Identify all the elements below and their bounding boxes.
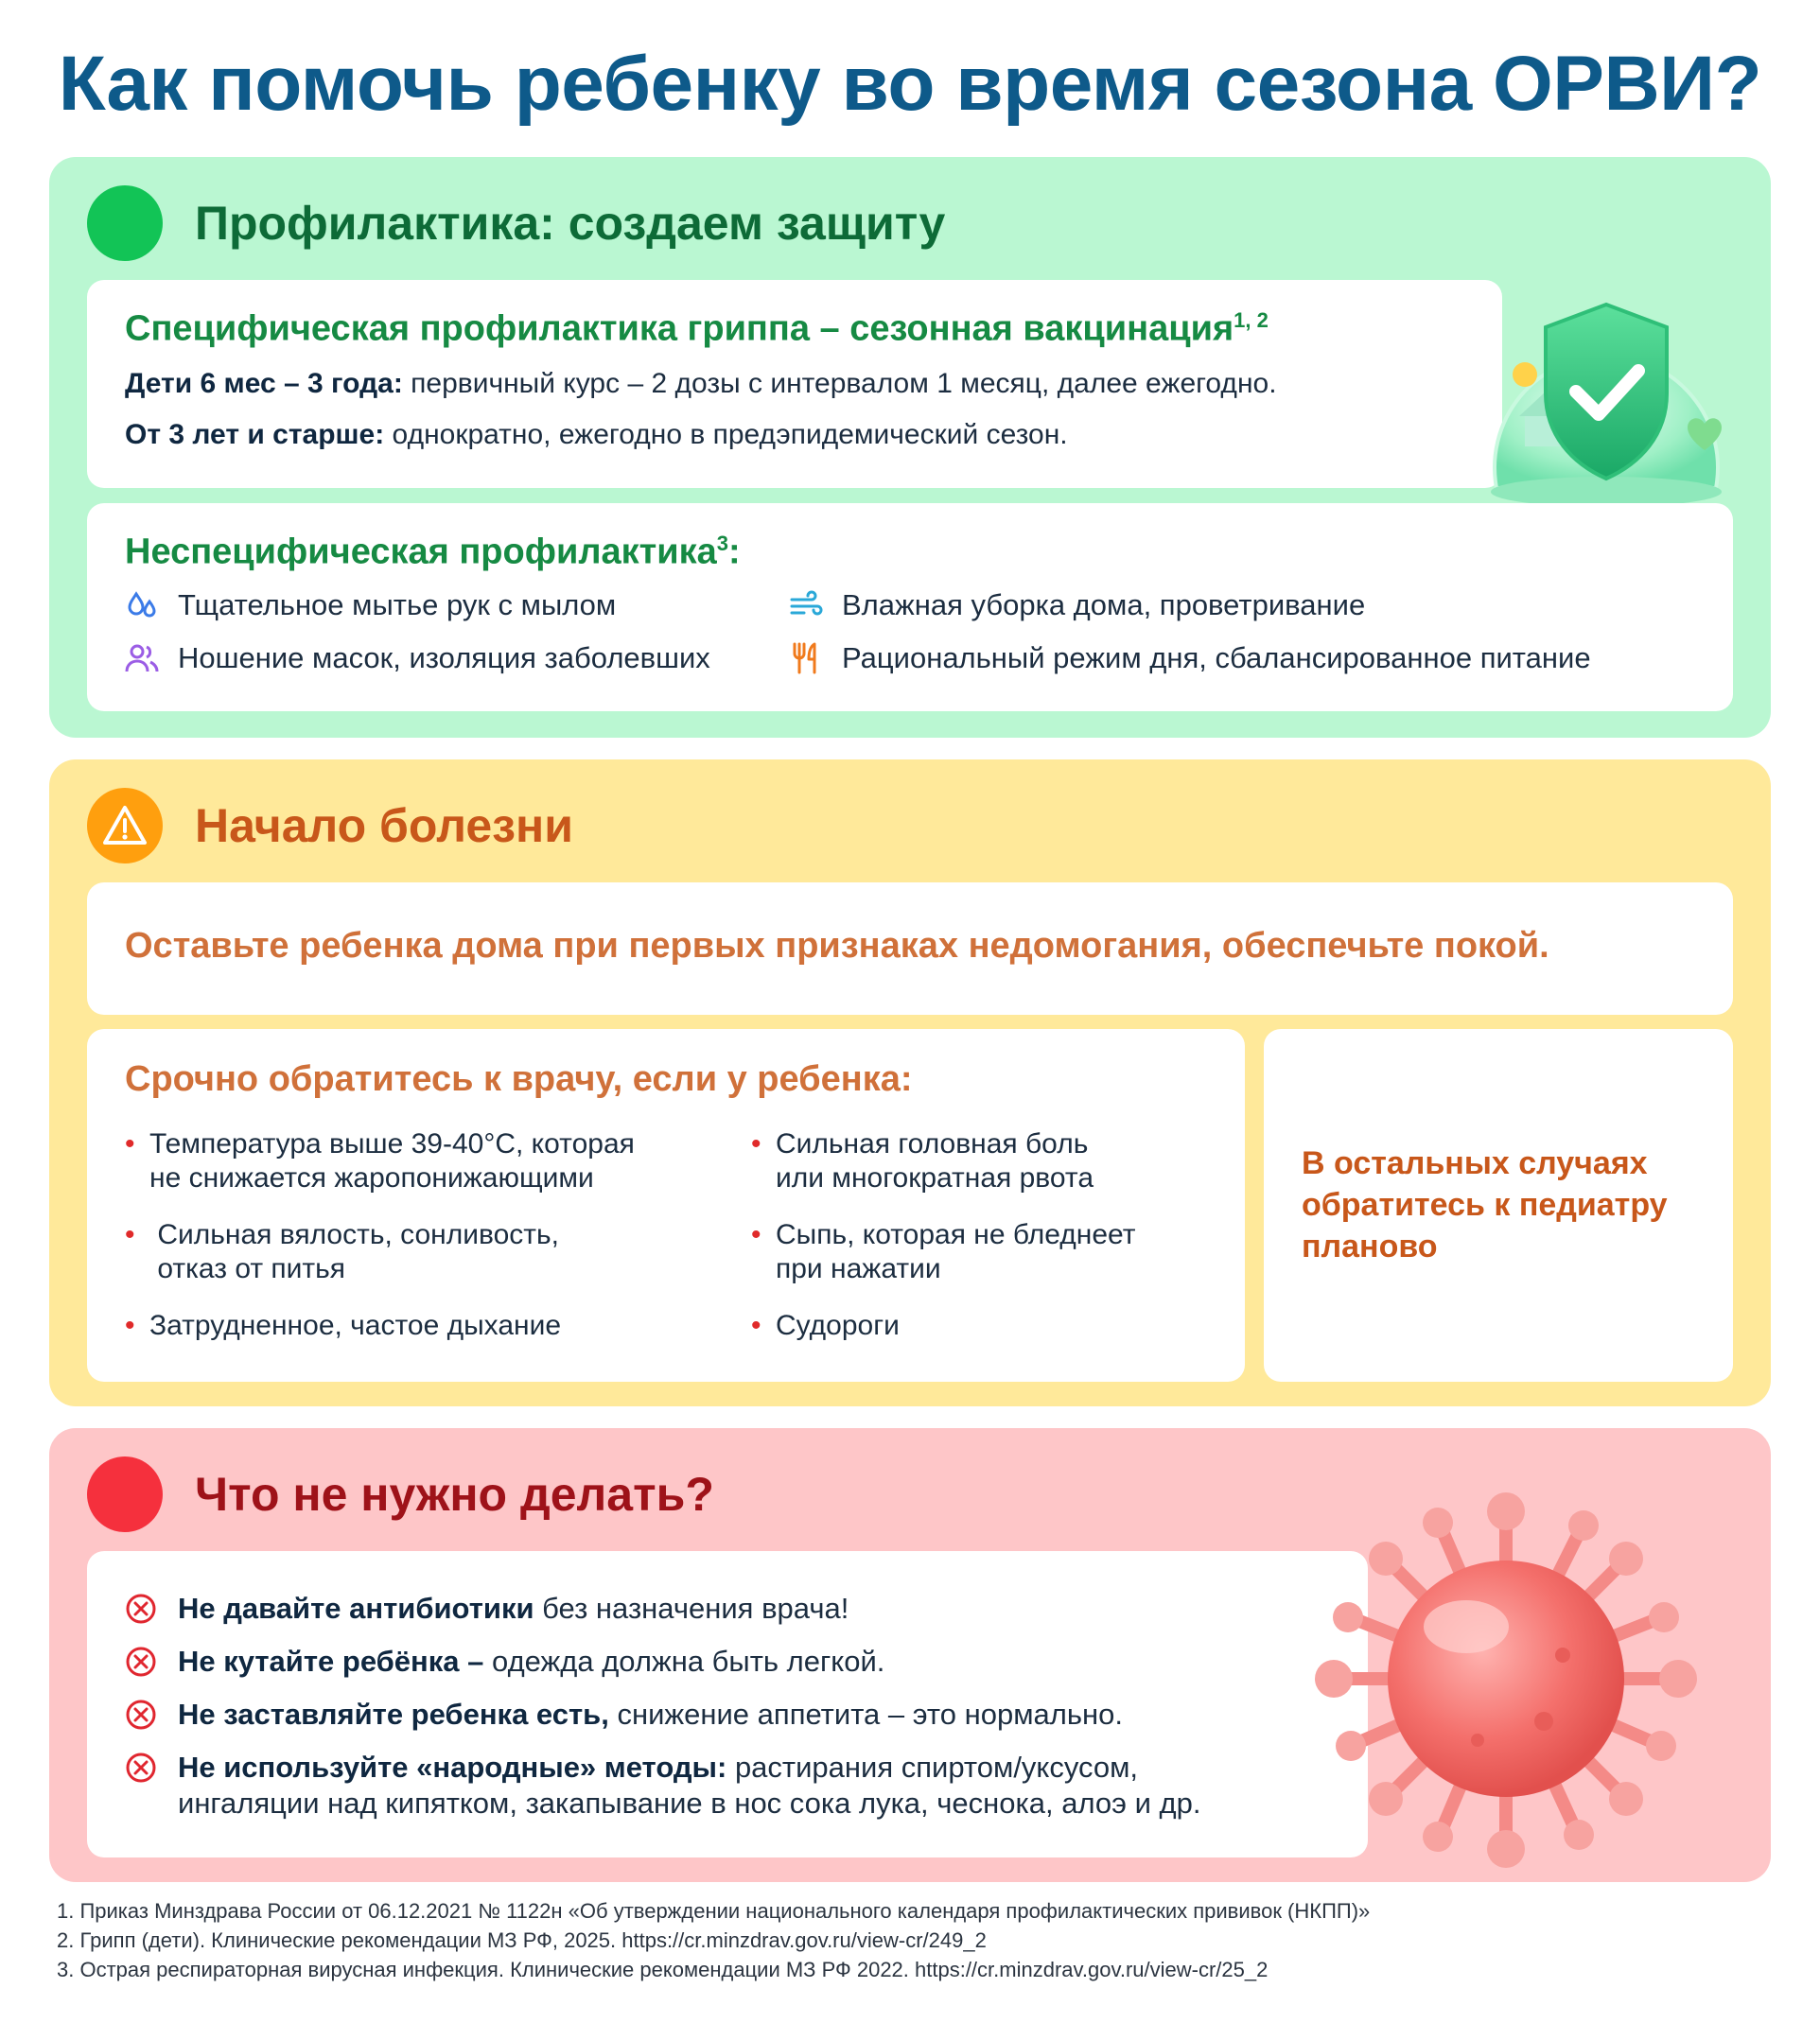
dont-item-wrapping-text <box>178 1644 884 1680</box>
dont-item-forcing-food <box>125 1697 1123 1733</box>
prevention-item-cleaning-text: Влажная уборка дома, проветривание <box>842 588 1366 621</box>
dont-item-folk-methods-bold: Не используйте «народные» методы: <box>178 1751 727 1784</box>
bullet-dot-icon: • <box>751 1219 761 1250</box>
specific-title-text: Специфическая профилактика гриппа – сезонная вакцинация <box>125 308 1234 349</box>
reference-2: 2. Грипп (дети). Клинические рекомендации МЗ РФ, 2025. https://cr.minzdrav.gov.ru/view-cr/249_2 <box>57 1927 987 1952</box>
urgent-title: Срочно обратитесь к врачу, если у ребенка: <box>125 1059 913 1099</box>
dont-item-folk-methods-rest: растирания спиртом/уксусом, ингаляции над кипятком, закапывание в нос сока лука, чеснока, алоэ и др. <box>178 1751 1201 1820</box>
donts-heading: Что не нужно делать? <box>195 1468 714 1521</box>
donts-section <box>49 1428 1771 1882</box>
stay-home-text: Оставьте ребенка дома при первых признаках недомогания, обеспечьте покой. <box>125 926 1549 966</box>
reference-1: 1. Приказ Минздрава России от 06.12.2021 № 1122н «Об утверждении национального календаря профилактических прививок (НКПП)» <box>57 1899 1371 1923</box>
prevention-item-cleaning <box>787 586 1365 624</box>
cross-circle-icon <box>125 1593 157 1625</box>
page-title: Как помочь ребенку во время сезона ОРВИ? <box>58 41 1762 127</box>
dont-item-folk-methods <box>125 1750 1200 1822</box>
stay-home-card <box>87 882 1733 1015</box>
dont-item-antibiotics <box>125 1591 849 1627</box>
urgent-item-seizures-text: Судороги <box>776 1310 900 1341</box>
other-cases-card <box>1264 1029 1733 1382</box>
fork-knife-icon <box>787 639 825 677</box>
prevention-section <box>49 157 1771 738</box>
bullet-dot-icon: • <box>751 1128 761 1160</box>
specific-title-refs: 1, 2 <box>1234 308 1269 332</box>
urgent-item-fever-text: Температура выше 39-40°С, которая не снижается жаропонижающими <box>149 1128 635 1194</box>
people-icon <box>123 639 161 677</box>
dont-item-forcing-food-text <box>178 1697 1123 1733</box>
wind-icon <box>787 586 825 624</box>
urgent-card <box>87 1029 1245 1382</box>
green-status-dot-icon <box>87 185 163 261</box>
dont-item-antibiotics-bold: Не давайте антибиотики <box>178 1592 534 1625</box>
cross-circle-icon <box>125 1752 157 1784</box>
dont-item-antibiotics-rest: без назначения врача! <box>534 1592 849 1625</box>
cross-circle-icon <box>125 1699 157 1731</box>
urgent-item-breathing-text: Затрудненное, частое дыхание <box>149 1310 562 1341</box>
vaccination-line-older-text: однократно, ежегодно в предэпидемический сезон. <box>384 419 1068 450</box>
water-drops-icon <box>123 586 161 624</box>
dont-item-wrapping-rest: одежда должна быть легкой. <box>483 1645 885 1678</box>
specific-prevention-card <box>87 280 1502 488</box>
nonspecific-title-text: Неспецифическая профилактика <box>125 532 717 572</box>
onset-header <box>87 788 573 863</box>
nonspecific-title-ref: 3 <box>716 532 728 555</box>
prevention-heading: Профилактика: создаем защиту <box>195 197 946 250</box>
other-cases-text: В остальных случаях обратитесь к педиатру планово <box>1302 1145 1668 1265</box>
prevention-item-masks-text: Ношение масок, изоляция заболевших <box>178 641 710 674</box>
dont-item-folk-methods-text <box>178 1750 1200 1822</box>
references <box>57 1897 1370 1984</box>
prevention-item-regime-text: Рациональный режим дня, сбалансированное питание <box>842 641 1591 674</box>
bullet-dot-icon: • <box>125 1128 135 1160</box>
onset-heading: Начало болезни <box>195 799 573 852</box>
dont-item-wrapping-bold: Не кутайте ребёнка – <box>178 1645 484 1678</box>
vaccination-line-infants-text: первичный курс – 2 дозы с интервалом 1 месяц, далее ежегодно. <box>402 368 1277 399</box>
virus-icon <box>1307 1485 1705 1873</box>
prevention-header <box>87 185 945 261</box>
urgent-item-lethargy <box>125 1218 559 1286</box>
cross-circle-icon <box>125 1646 157 1678</box>
urgent-item-rash-text: Сыпь, которая не бледнеет при нажатии <box>776 1219 1136 1284</box>
vaccination-line-older <box>125 418 1068 452</box>
dont-item-forcing-food-rest: снижение аппетита – это нормально. <box>608 1698 1123 1731</box>
urgent-item-headache-text: Сильная головная боль или многократная рвота <box>776 1128 1094 1194</box>
bullet-dot-icon: • <box>125 1310 135 1341</box>
bullet-dot-icon: • <box>125 1219 135 1250</box>
reference-3: 3. Острая респираторная вирусная инфекция. Клинические рекомендации МЗ РФ 2022. https://cr.minzdrav.gov.ru/view-cr/25_2 <box>57 1957 1269 1981</box>
urgent-item-seizures <box>751 1309 900 1343</box>
urgent-item-breathing <box>125 1309 562 1343</box>
red-status-dot-icon <box>87 1456 163 1532</box>
prevention-item-handwashing-text: Тщательное мытье рук с мылом <box>178 588 617 621</box>
prevention-item-masks <box>123 639 710 677</box>
onset-section <box>49 759 1771 1406</box>
vaccination-line-older-label: От 3 лет и старше: <box>125 419 385 450</box>
urgent-item-headache <box>751 1127 1094 1195</box>
dont-item-wrapping <box>125 1644 884 1680</box>
dont-item-forcing-food-bold: Не заставляйте ребенка есть, <box>178 1698 609 1731</box>
bullet-dot-icon: • <box>751 1310 761 1341</box>
donts-header <box>87 1456 714 1532</box>
specific-prevention-title <box>125 308 1269 350</box>
virus-illustration <box>1307 1485 1705 1873</box>
urgent-item-rash <box>751 1218 1136 1286</box>
donts-card <box>87 1551 1368 1857</box>
dont-item-antibiotics-text <box>178 1591 849 1627</box>
shield-illustration <box>1468 261 1742 516</box>
prevention-item-handwashing <box>123 586 616 624</box>
vaccination-line-infants-label: Дети 6 мес – 3 года: <box>125 368 403 399</box>
warning-icon <box>87 788 163 863</box>
nonspecific-title-suffix: : <box>728 532 741 572</box>
nonspecific-prevention-card <box>87 503 1733 711</box>
urgent-item-lethargy-text: Сильная вялость, сонливость, отказ от питья <box>157 1219 559 1284</box>
shield-check-icon <box>1468 261 1742 516</box>
urgent-item-fever <box>125 1127 635 1195</box>
prevention-item-regime <box>787 639 1591 677</box>
vaccination-line-infants <box>125 367 1277 401</box>
nonspecific-prevention-title <box>125 532 741 573</box>
